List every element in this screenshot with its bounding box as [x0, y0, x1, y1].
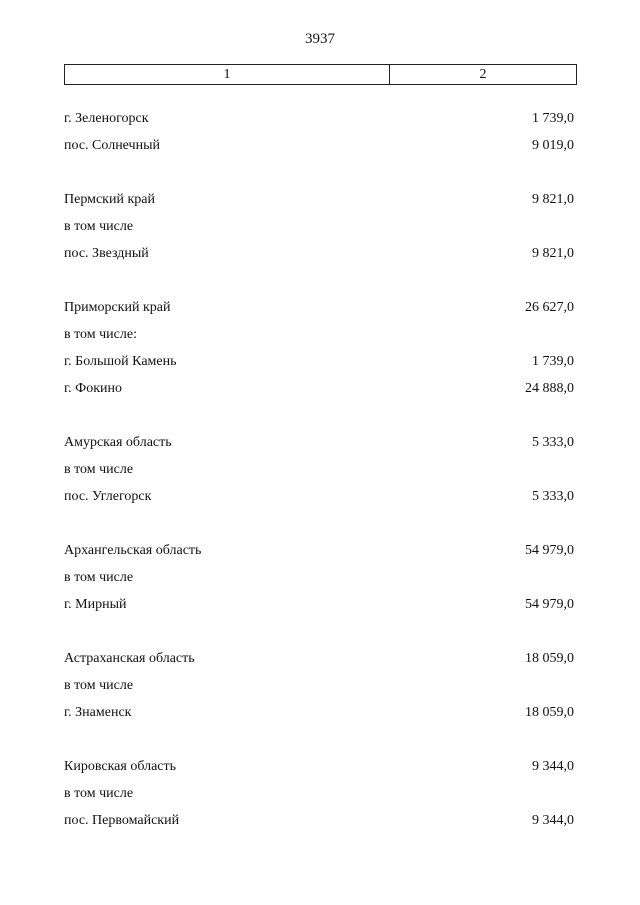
row-value: 9 344,0 [532, 813, 574, 828]
row-name: Приморский край [64, 300, 171, 315]
row-name: пос. Солнечный [64, 138, 160, 153]
row-value: 9 019,0 [532, 138, 574, 153]
row-value: 1 739,0 [532, 111, 574, 126]
row-value: 5 333,0 [532, 489, 574, 504]
page-number: 3937 [305, 31, 335, 47]
table-row [64, 811, 574, 838]
table-row [64, 487, 574, 514]
column-header-1: 1 [65, 65, 390, 84]
row-name: в том числе: [64, 327, 137, 342]
row-value: 1 739,0 [532, 354, 574, 369]
row-name: в том числе [64, 678, 134, 693]
table-row [64, 298, 574, 325]
table-row [64, 433, 574, 460]
row-name: в том числе [64, 570, 134, 585]
table-row [64, 109, 574, 136]
row-name: пос. Первомайский [64, 813, 180, 828]
row-group [64, 433, 574, 514]
row-group [64, 757, 574, 838]
row-name: в том числе [64, 219, 134, 234]
row-name: Кировская область [64, 759, 177, 774]
row-name: в том числе [64, 462, 134, 477]
row-name: г. Знаменск [64, 705, 132, 720]
table-row [64, 244, 574, 271]
row-name: Пермский край [64, 192, 155, 207]
row-value: 24 888,0 [525, 381, 574, 396]
row-value: 5 333,0 [532, 435, 574, 450]
row-name: Архангельская область [64, 543, 202, 558]
table-row [64, 217, 574, 244]
row-value: 9 821,0 [532, 192, 574, 207]
table-body [64, 109, 574, 865]
table-row [64, 379, 574, 406]
row-value: 54 979,0 [525, 543, 574, 558]
row-name: г. Фокино [64, 381, 123, 396]
row-name: г. Зеленогорск [64, 111, 149, 126]
row-name: г. Мирный [64, 597, 127, 612]
row-group [64, 109, 574, 163]
row-value: 9 821,0 [532, 246, 574, 261]
table-row [64, 595, 574, 622]
table-row [64, 541, 574, 568]
table-row [64, 460, 574, 487]
row-group [64, 541, 574, 622]
row-name: пос. Звездный [64, 246, 149, 261]
row-name: г. Большой Камень [64, 354, 177, 369]
column-header-row [64, 64, 577, 85]
table-row [64, 352, 574, 379]
row-value: 18 059,0 [525, 705, 574, 720]
table-row [64, 649, 574, 676]
table-row [64, 676, 574, 703]
row-group [64, 190, 574, 271]
table-row [64, 136, 574, 163]
table-row [64, 190, 574, 217]
column-header-2: 2 [479, 66, 487, 82]
table-row [64, 568, 574, 595]
row-value: 18 059,0 [525, 651, 574, 666]
row-value: 54 979,0 [525, 597, 574, 612]
row-name: Астраханская область [64, 651, 195, 666]
row-value: 26 627,0 [525, 300, 574, 315]
row-name: Амурская область [64, 435, 172, 450]
table-row [64, 784, 574, 811]
row-name: в том числе [64, 786, 134, 801]
table-row [64, 703, 574, 730]
row-group [64, 649, 574, 730]
row-name: пос. Углегорск [64, 489, 152, 504]
row-group [64, 298, 574, 406]
table-row [64, 757, 574, 784]
row-value: 9 344,0 [532, 759, 574, 774]
table-row [64, 325, 574, 352]
